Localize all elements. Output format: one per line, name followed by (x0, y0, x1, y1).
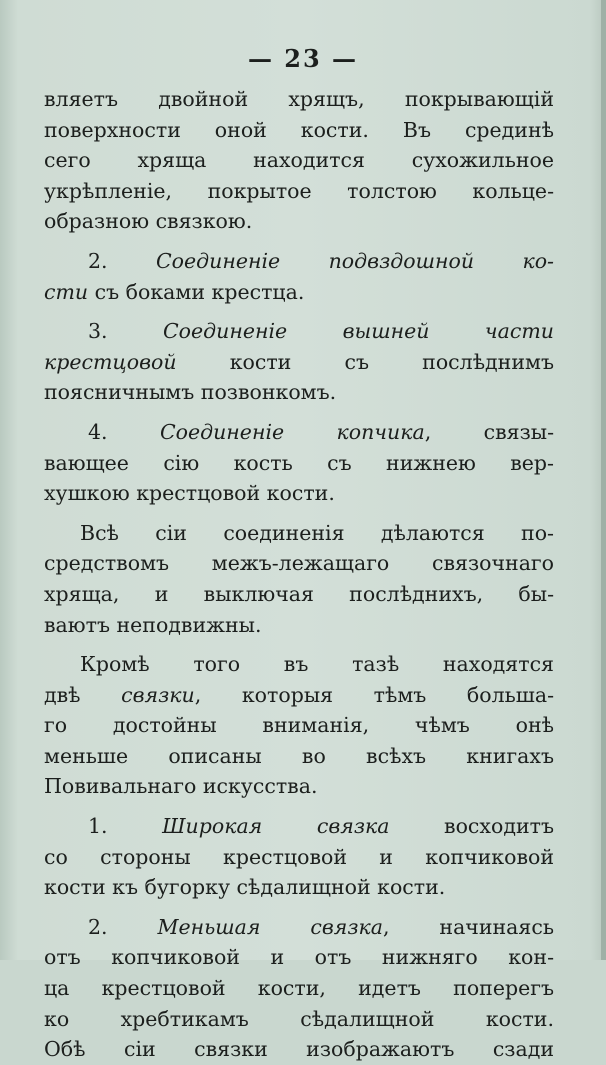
item-title: Соединеніе копчика (159, 419, 425, 444)
text-line: укрѣпленіе, покрытое толстою кольце- (44, 178, 554, 203)
text-line: сего хряща находится сухожильное (44, 148, 554, 173)
item-number: 1. (88, 814, 108, 839)
list-item-1: 1. Широкая связка восходитъ (88, 814, 554, 839)
list-item-4: 4. Соединеніе копчика, связы- (88, 419, 554, 444)
term: связки (121, 682, 195, 707)
text-line: ко хребтикамъ сѣдалищной кости. (44, 1006, 554, 1031)
item-number: 4. (88, 419, 108, 444)
text-line: крестцовой кости съ послѣднимъ (44, 349, 554, 374)
text-line: Повивальнаго искусства. (44, 774, 318, 799)
page-number: — 23 — (247, 44, 359, 73)
text-line: поверхности оной кости. Въ срединѣ (44, 117, 554, 142)
text-line: хушкою крестцовой кости. (44, 481, 335, 506)
text-line: го достойны вниманія, чѣмъ онѣ (44, 713, 554, 738)
text-line: ваютъ неподвижны. (44, 612, 262, 637)
text-line: Обѣ сіи связки изображаютъ сзади (44, 1037, 554, 1062)
list-item-2 (44, 246, 554, 277)
text-line: отъ копчиковой и отъ нижняго кон- (44, 945, 554, 970)
item-title: Широкая связка (162, 814, 390, 839)
item-title: Соединеніе подвздошной ко- (156, 248, 554, 273)
item-number: 2. (88, 248, 108, 273)
paragraph-start: Всѣ сіи соединенія дѣлаются по- (80, 520, 554, 545)
list-item-2b: 2. Меньшая связка, начинаясь (88, 914, 554, 939)
list-item-3 (44, 316, 554, 347)
text-line: сти съ боками крестца. (44, 279, 305, 304)
text-line: двѣ связки, которыя тѣмъ большa- (44, 682, 555, 707)
page-edge (601, 0, 606, 960)
item-title: сти (44, 279, 89, 304)
text-line: вляетъ двойной хрящъ, покрывающій (44, 87, 554, 111)
text-line: хряща, и выключая послѣднихъ, бы- (44, 581, 554, 606)
text-line: меньше описаны во всѣхъ книгахъ (44, 743, 554, 768)
item-number: 2. (88, 914, 108, 939)
paragraph-start: Кромѣ того въ тазѣ находятся (80, 652, 554, 677)
text-line: ца крестцовой кости, идетъ поперегъ (44, 976, 554, 1001)
text-line: кости къ бугорку сѣдалищной кости. (44, 875, 446, 900)
text-line: поясничнымъ позвонкомъ. (44, 380, 337, 405)
text-line: средствомъ межъ-лежащаго связочнаго (44, 551, 554, 576)
text-line: вающее сію кость съ нижнею вер- (44, 450, 554, 475)
body-text (44, 84, 554, 1065)
item-number: 3. (88, 319, 108, 344)
item-title: Меньшая связка (157, 914, 383, 939)
text-line: образною связкою. (44, 209, 253, 234)
text-line: со стороны крестцовой и копчиковой (44, 844, 554, 869)
item-title: Соединеніе вышней части (162, 319, 554, 344)
item-title: крестцовой (44, 349, 177, 374)
